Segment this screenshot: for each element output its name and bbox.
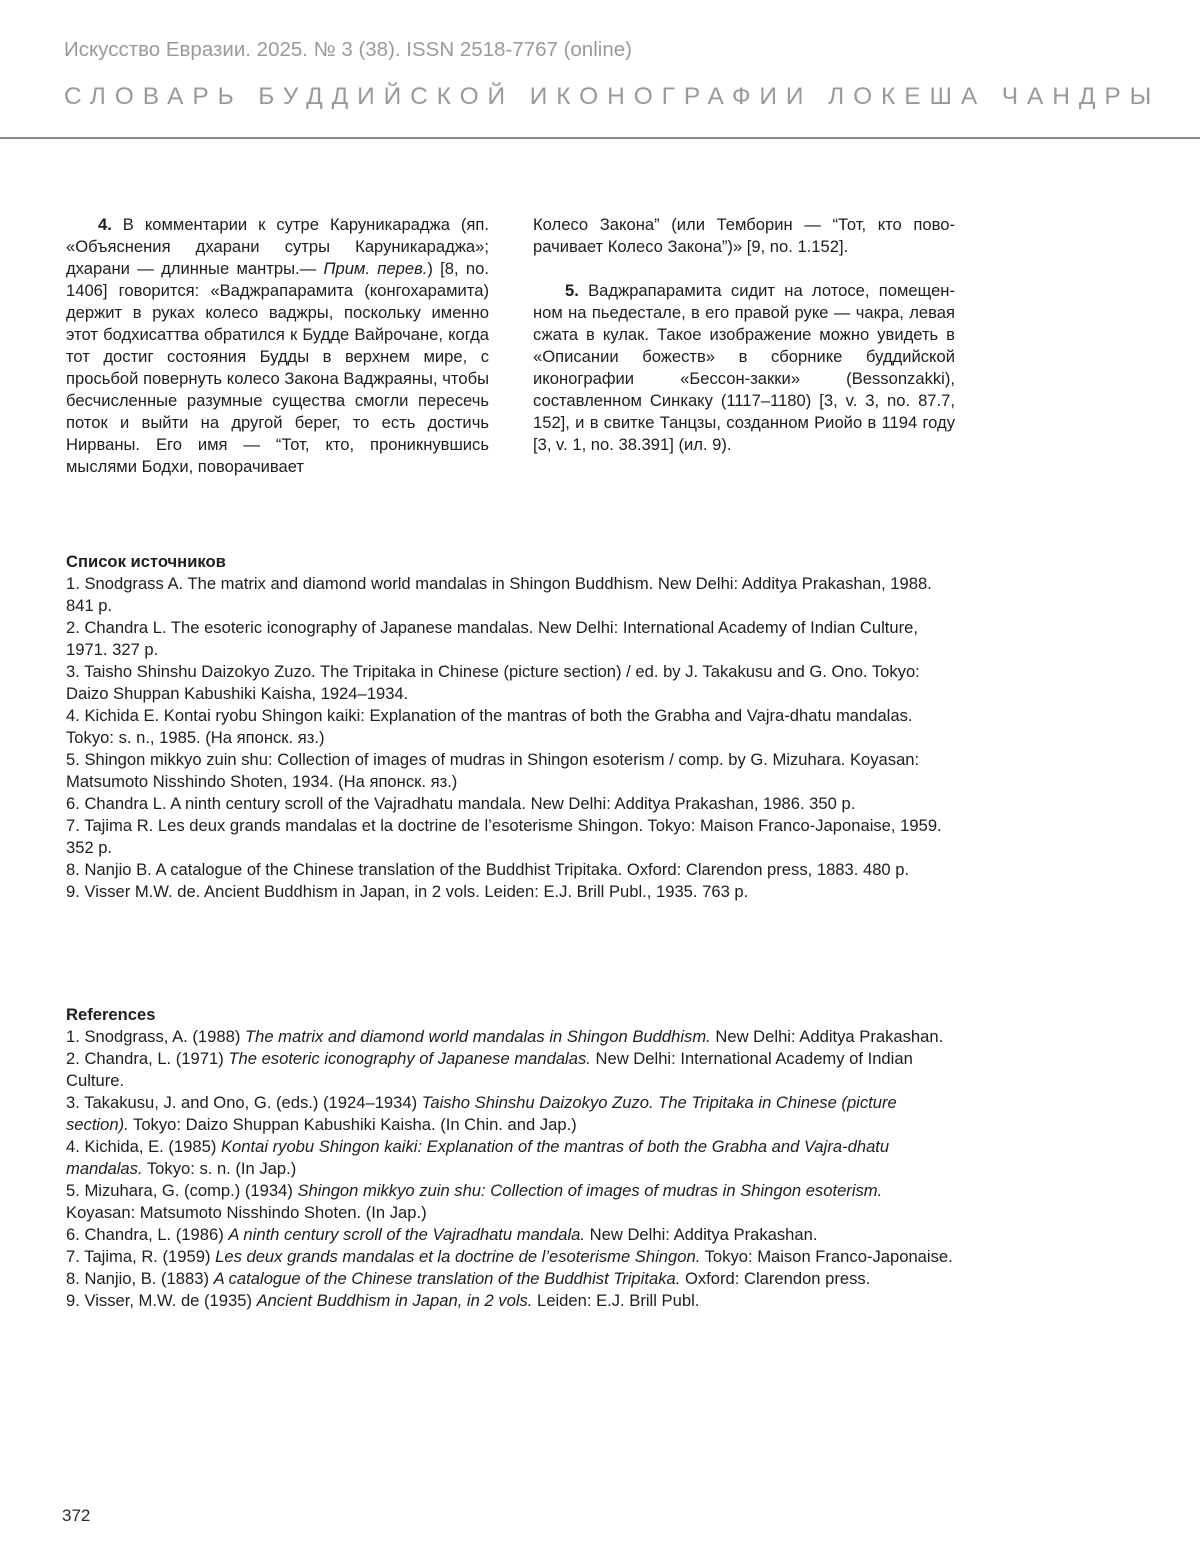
reference-author: 8. Nanjio, B. (1883) <box>66 1269 214 1288</box>
notes-column-left <box>66 214 489 478</box>
reference-entry <box>66 1246 956 1268</box>
source-entry: 3. Taisho Shinshu Daizokyo Zuzo. The Tripitaka in Chinese (picture section) / ed. by J. Takakusu and G. Ono. Tokyo: Daizo Shuppan Kabushiki Kaisha, 1924–1934. <box>66 662 920 703</box>
source-entry: 7. Tajima R. Les deux grands mandalas et la doctrine de l’esoterisme Shingon. Tokyo: Maison Franco-Japonaise, 1959. 352 p. <box>66 816 942 857</box>
source-entry: 4. Kichida E. Kontai ryobu Shingon kaiki: Explanation of the mantras of both the Grabha and Vajra-dhatu mandalas. Tokyo: s. n., 1985. (На японск. яз.) <box>66 706 913 747</box>
reference-publisher: Tokyo: Maison Franco-Japonaise. <box>700 1247 953 1266</box>
reference-work-title: The esoteric iconography of Japanese mandalas. <box>228 1049 591 1068</box>
source-entry: 8. Nanjio B. A catalogue of the Chinese translation of the Buddhist Tripitaka. Oxford: Clarendon press, 1883. 480 p. <box>66 860 910 879</box>
note-number: 4. <box>98 215 112 234</box>
reference-publisher: Leiden: E.J. Brill Publ. <box>532 1291 700 1310</box>
reference-entry <box>66 1048 956 1092</box>
reference-entry <box>66 1224 956 1246</box>
source-entry: 2. Chandra L. The esoteric iconography of Japanese mandalas. New Delhi: International Academy of Indian Culture, 1971. 327 p. <box>66 618 919 659</box>
reference-publisher: Tokyo: Daizo Shuppan Kabushiki Kaisha. (In Chin. and Jap.) <box>128 1115 577 1134</box>
references-title: References <box>66 1005 156 1024</box>
reference-author: 9. Visser, M.W. de (1935) <box>66 1291 257 1310</box>
reference-entry <box>66 1136 956 1180</box>
reference-author: 6. Chandra, L. (1986) <box>66 1225 229 1244</box>
reference-publisher: Koyasan: Matsumoto Nisshindo Shoten. (In Jap.) <box>66 1203 427 1222</box>
reference-work-title: The matrix and diamond world mandalas in Shingon Buddhism. <box>244 1027 711 1046</box>
notes-column-right <box>533 214 955 456</box>
reference-publisher: Tokyo: s. n. (In Jap.) <box>142 1159 297 1178</box>
reference-work-title: A ninth century scroll of the Vajradhatu mandala. <box>228 1225 586 1244</box>
reference-author: 5. Mizuhara, G. (comp.) (1934) <box>66 1181 298 1200</box>
reference-work-title: Les deux grands mandalas et la doctrine de l’esoterisme Shingon. <box>215 1247 701 1266</box>
reference-entry <box>66 1092 956 1136</box>
reference-publisher: New Delhi: Additya Prakashan. <box>710 1027 944 1046</box>
note-number: 5. <box>565 281 579 300</box>
reference-author: 7. Tajima, R. (1959) <box>66 1247 216 1266</box>
source-entry: 1. Snodgrass A. The matrix and diamond world mandalas in Shingon Buddhism. New Delhi: Additya Prakashan, 1988. 841 p. <box>66 574 932 615</box>
reference-author: 3. Takakusu, J. and Ono, G. (eds.) (1924–1934) <box>66 1093 422 1112</box>
note-4-continuation <box>533 214 955 258</box>
page-number: 372 <box>62 1506 91 1525</box>
reference-author: 1. Snodgrass, A. (1988) <box>66 1027 245 1046</box>
source-entry: 5. Shingon mikkyo zuin shu: Collection of images of mudras in Shingon esoterism / comp. by G. Mizuhara. Koyasan: Matsumoto Nisshindo Shoten, 1934. (На японск. яз.) <box>66 750 920 791</box>
reference-work-title: Taisho Shinshu Daizokyo Zuzo. The Tripitaka in Chinese (picture section). <box>66 1093 897 1134</box>
reference-publisher: Oxford: Clarendon press. <box>680 1269 871 1288</box>
source-entry: 9. Visser M.W. de. Ancient Buddhism in Japan, in 2 vols. Leiden: E.J. Brill Publ., 1935. 763 p. <box>66 882 749 901</box>
note-text: Колесо Закона” (или Темборин — “Тот, кто поворачивает Колесо Закона”)» [9, no. 1.152]. <box>533 215 955 256</box>
reference-entry <box>66 1180 956 1224</box>
reference-author: 4. Kichida, E. (1985) <box>66 1137 221 1156</box>
reference-publisher: New Delhi: International Academy of Indian Culture. <box>66 1049 913 1090</box>
journal-header: Искусство Евразии. 2025. № 3 (38). ISSN 2518-7767 (online) <box>64 38 632 61</box>
reference-entry <box>66 1026 956 1048</box>
reference-work-title: A catalogue of the Chinese translation of the Buddhist Tripitaka. <box>213 1269 681 1288</box>
running-title: СЛОВАРЬ БУДДИЙСКОЙ ИКОНОГРАФИИ ЛОКЕША ЧАНДРЫ <box>64 83 1161 110</box>
reference-work-title: Ancient Buddhism in Japan, in 2 vols. <box>256 1291 533 1310</box>
reference-work-title: Kontai ryobu Shingon kaiki: Explanation of the mantras of both the Grabha and Vajra-dhatu mandalas. <box>66 1137 890 1178</box>
reference-publisher: New Delhi: Additya Prakashan. <box>585 1225 818 1244</box>
reference-author: 2. Chandra, L. (1971) <box>66 1049 229 1068</box>
reference-entry <box>66 1268 956 1290</box>
header-divider <box>0 137 1200 139</box>
sources-title: Список источников <box>66 552 226 571</box>
reference-entry <box>66 1290 956 1312</box>
note-text: В комментарии к сутре Каруникараджа (яп. «Объяснения дхарани сутры Каруникараджа»; дхарани — длинные мантры.— <box>66 215 489 278</box>
note-4 <box>66 214 489 478</box>
note-text: Ваджрапарамита сидит на лотосе, помещенном на пьедестале, в его правой руке — чакра, левая сжата в кулак. Такое изображение можно увидеть в «Описании божеств» в сборнике буддийской иконографии «Бессон-закки» (Bessonzakki), составленном Синкаку (1117–1180) [3, v. 3, no. 87.7, 152], и в свитке Танцзы, созданном Риойо в 1194 году [3, v. 1, no. 38.391] (ил. 9). <box>533 281 955 454</box>
note-5 <box>533 280 955 456</box>
references-list <box>66 1004 956 1312</box>
note-text: ) [8, no. 1406] говорится: «Ваджрапарамита (конгохарамита) держит в руках колесо ваджры, поскольку именно этот бодхисаттва обратился к Будде Вайрочане, когда тот достиг состояния Будды в верхнем мире, с просьбой повернуть колесо Закона Ваджраяны, чтобы бесчисленные разумные существа смогли пересечь поток и выйти на другой берег, то есть достичь Нирваны. Его имя — “Тот, кто, проникнувшись мыслями Бодхи, поворачивает <box>66 259 489 476</box>
reference-work-title: Shingon mikkyo zuin shu: Collection of images of mudras in Shingon esoterism. <box>297 1181 883 1200</box>
note-emphasis: Прим. перев. <box>323 259 428 278</box>
source-entry: 6. Chandra L. A ninth century scroll of the Vajradhatu mandala. New Delhi: Additya Prakashan, 1986. 350 p. <box>66 794 856 813</box>
sources-list <box>66 551 956 903</box>
